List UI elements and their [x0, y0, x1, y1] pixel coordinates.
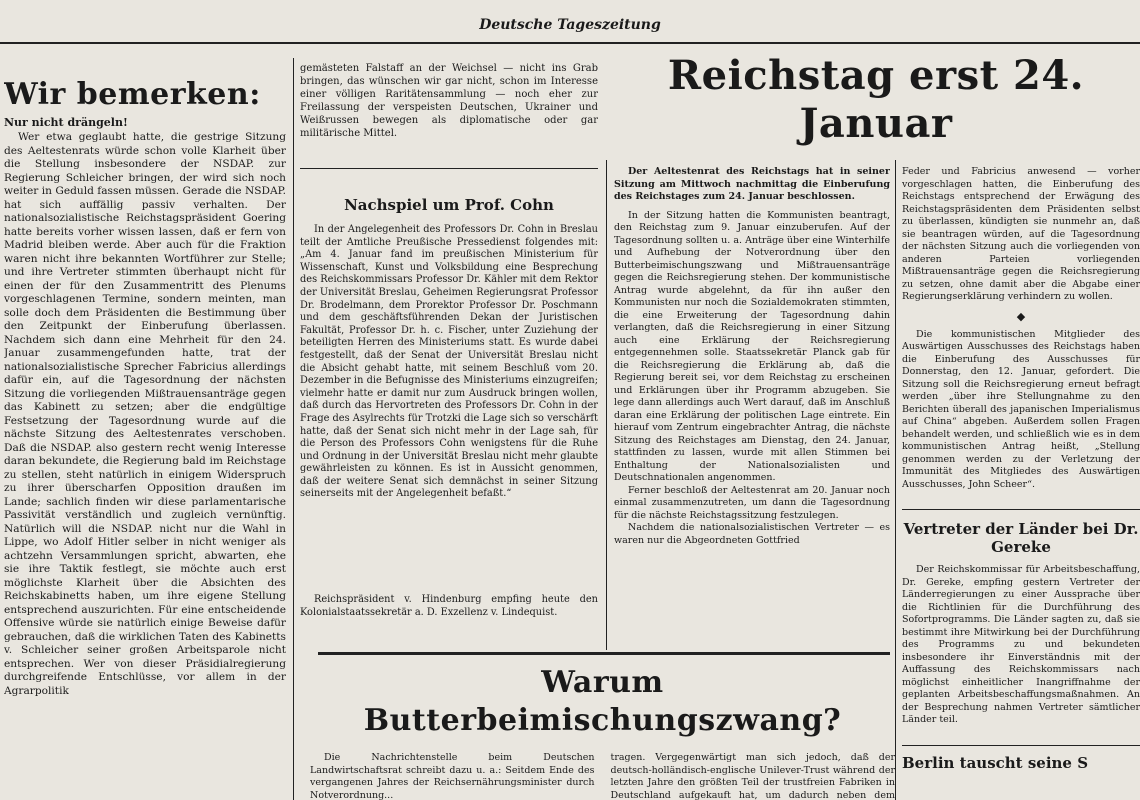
newspaper-title: Deutsche Tageszeitung — [479, 17, 661, 33]
section-rule — [318, 652, 890, 655]
article-text-butter-a: Die Nachrichtenstelle beim Deutschen Landwirtschaftsrat schreibt dazu u. a.: Seitdem Ende des vergangenen Jahres der Reichsernährungsminister durch Notverordnung... — [310, 752, 595, 800]
column-rule — [895, 160, 896, 800]
column-rule — [293, 58, 294, 800]
headline-wir-bemerken: Wir bemerken: — [4, 78, 261, 112]
headline-nachspiel-prof-cohn: Nachspiel um Prof. Cohn — [344, 196, 554, 214]
headline-vertreter-laender: Vertreter der Länder bei Dr. Gereke — [903, 520, 1139, 556]
kicker-nur-nicht-draengeln: Nur nicht drängeln! — [4, 116, 128, 129]
article-text-reichstag-3: Nachdem die nationalsozialistischen Vertreter — es waren nur die Abgeordneten Gottfried — [614, 522, 890, 546]
masthead-rule — [0, 42, 1140, 44]
column-wir-bemerken — [4, 78, 286, 800]
headline-butterbeimischungszwang: Warum Butterbeimischungszwang? — [363, 665, 842, 738]
article-text-gereke: Der Reichskommissar für Arbeitsbeschaffung, Dr. Gereke, empfing gestern Vertreter der Länderregierungen zu einer Aussprache über die Richtlinien für die Durchführung des Sofortprogramms. Die Länder sagten zu, daß sie bestimmt ihre Mitwirkung bei der Durchführung des Programms zu und bekundeten insbesondere ihr Einverständnis mit der Auffassung des Reichskommissars nach möglichst einheitlicher Inangriffnahme der geplanten Arbeitsbeschaffungsmaßnahmen. An der Besprechung nahmen Vertreter sämtlicher Länder teil. — [902, 564, 1140, 725]
article-text-continuation: Feder und Fabricius anwesend — vorher vorgeschlagen hatten, die Einberufung des Reichstags entsprechend der Erwägung des Reichstagspräsidenten dem Präsidenten selbst zu überlassen, kündigten sie nunmehr an, daß sie beantragen würden, auf die Tagesordnung der nächsten Sitzung auch die vorliegenden von anderen Parteien vorliegenden Mißtrauensanträge gegen die Reichsregierung zu setzen, ohne damit aber die Abgabe einer Regierungserklärung verhindern zu wollen. — [902, 166, 1140, 302]
article-text-wir-bemerken: Wer etwa geglaubt hatte, die gestrige Sitzung des Aeltestenrats würde schon volle Klarheit über die Stellung insbesondere der NSDAP. zur Regierung Schleicher bringen, der wird sich noch weiter in Geduld fassen müssen. Gerade die NSDAP. hat sich auffällig passiv verhalten. Der nationalsozialistische Reichstagspräsident Goering hatte bereits vorher wissen lassen, daß er fern von Madrid bleiben werde. Aber auch für die Fraktion waren nicht ihre bekannten Wortführer zur Stelle; und ihre Vertreter stimmten überhaupt nicht für einen der für den Zusammentritt des Plenums vorgeschlagenen Termine, sondern meinten, man solle doch dem Präsidenten die Bestimmung über den Zeitpunkt der Einberufung überlassen. Nachdem sich dann eine Mehrheit für den 24. Januar zusammengefunden hatte, trat der nationalsozialistische Sprecher Fabricius allerdings dafür ein, auf die Tagesordnung der nächsten Sitzung die vorliegenden Mißtrauensanträge gegen das Kabinett zu setzen; aber die endgültige Festsetzung der Tagesordnung wurde auf die nächste Sitzung des Aeltestenrates verschoben. Daß die NSDAP. also gestern recht wenig Interesse daran bekundete, die Regierung bald im Reichstage zu stellen, steht natürlich in einigem Widerspruch zu ihrer überscharfen Opposition draußen im Lande; sachlich finden wir diese parlamentarische Passivität verständlich und zugleich vernünftig. Natürlich will die NSDAP. nicht nur die Wahl in Lippe, wo Adolf Hitler selber in nicht weniger als achtzehn Versammlungen spricht, abwarten, ehe sie ihre Taktik festlegt, sie möchte auch erst möglichste Klarheit über die Absichten des Reichskabinetts haben, um ihre eigene Stellung entsprechend auszurichten. Für eine entscheidende Offensive würde sie natürlich einige Beweise dafür gebrauchen, daß die wirklichen Taten des Kabinetts v. Schleicher seiner großen Arbeitsparole nicht entsprechen. Wer von dieser Präsidialregierung durchgreifende Entschlüsse, vor allem in der Agrarpolitik — [4, 131, 286, 697]
note-hindenburg-text: Reichspräsident v. Hindenburg empfing heute den Kolonialstaatssekretär a. D. Exzellenz v. Lindequist. — [300, 594, 598, 618]
lede-aeltestenrat: Der Aeltestenrat des Reichstags hat in seiner Sitzung am Mittwoch nachmittag die Einberufung des Reichstages zum 24. Januar beschlossen. — [614, 166, 890, 202]
article-text-reichstag: In der Sitzung hatten die Kommunisten beantragt, den Reichstag zum 9. Januar einzuberufen. Auf der Tagesordnung sollten u. a. Anträge über eine Winterhilfe und Aufhebung der Notverordnung über den Butterbeimischungszwang und Mißtrauensanträge gegen die Reichsregierung stehen. Der kommunistische Antrag wurde abgelehnt, da für ihn außer den Kommunisten nur noch die Sozialdemokraten stimmten, die eine Erweiterung der Tagesordnung dahin verlangten, daß die Reichsregierung in einer Sitzung auch eine Erklärung der Reichsregierung entgegennehmen solle. Staatssekretär Planck gab für die Reichsregierung die Erklärung ab, daß die Regierung bereit sei, vor dem Reichstag zu erscheinen und Erklärungen über ihr Programm abzugeben. Sie lege dann allerdings auch Wert darauf, daß im Anschluß daran eine Erklärung der politischen Lage eintrete. Ein hierauf vom Zentrum eingebrachter Antrag, die nächste Sitzung des Reichstages am Dienstag, den 24. Januar, stattfinden zu lassen, wurde mit allen Stimmen bei Enthaltung der Nationalsozialisten und Deutschnationalen angenommen. — [614, 209, 890, 483]
separator-diamond: ◆ — [1016, 309, 1026, 323]
section-rule — [300, 168, 598, 169]
article-text-reichstag-2: Ferner beschloß der Aeltestenrat am 20. Januar noch einmal zusammenzutreten, um dann die Tagesordnung für die nächste Reichstagssitzung festzulegen. — [614, 484, 890, 521]
bottom-article — [310, 664, 895, 800]
article-continuation: gemästeten Falstaff an der Weichsel — nicht ins Grab bringen, das wünschen wir gar nicht, schon im Interesse einer völligen Raritätensammlung — noch eher zur Freilassung der verspeisten Deutschen, Ukrainer und Weißrussen bewegen als diplomatische oder gar militärische Mittel. — [300, 63, 598, 139]
article-text-butter-b: tragen. Vergegenwärtigt man sich jedoch, daß der deutsch-holländisch-englische Unilever-Trust während der letzten Jahre den größten Teil der trustfreien Fabriken in Deutschland aufgekauft hat, um dadurch neben dem — [610, 752, 895, 800]
note-hindenburg — [300, 594, 598, 644]
lead-article-header — [612, 52, 1140, 152]
headline-reichstag: Reichstag erst 24. Januar — [667, 52, 1085, 147]
article-text-prof-cohn: In der Angelegenheit des Professors Dr. Cohn in Breslau teilt der Amtliche Preußische Pressedienst folgendes mit: „Am 4. Januar fand im preußischen Ministerium für Wissenschaft, Kunst und Volksbildung eine Besprechung des Reichskommissars Professor Dr. Kähler mit dem Rektor der Universität Breslau, Geheimen Regierungsrat Professor Dr. Brodelmann, dem Prorektor Professor Dr. Poschmann und dem geschäftsführenden Dekan der Juristischen Fakultät, Professor Dr. h. c. Fischer, unter Zuziehung der beteiligten Herren des Ministeriums statt. Es wurde dabei festgestellt, daß der Senat der Universität Breslau nicht die Absicht gehabt hatte, mit seinem Beschluß vom 20. Dezember in die Befugnisse des Ministeriums einzugreifen; vielmehr hatte er damit nur zum Ausdruck bringen wollen, daß durch das Hervortreten des Professors Dr. Cohn in der Frage des Asylrechts für Trotzki die Lage sich so verschärft hatte, daß der Senat sich nicht mehr in der Lage sah, für die Person des Professors Cohn wenigstens für die Ruhe und Ordnung in der Universität Breslau nicht mehr glaubte gewährleisten zu können. Es ist in Aussicht genommen, daß der weitere Senat sich demnächst in seiner Sitzung seinerseits mit der Angelegenheit befaßt.“ — [300, 224, 598, 500]
article-text-kommunisten: Die kommunistischen Mitglieder des Auswärtigen Ausschusses des Reichstags haben die Einberufung des Ausschusses für Donnerstag, den 12. Januar, gefordert. Die Sitzung soll die Reichsregierung erneut befragt werden „über ihre Stellungnahme zu den Berichten überall des japanischen Imperialismus auf China“ abgeben. Außerdem sollen Fragen behandelt werden, und schließlich wie es in dem kommunistischen Antrag heißt, „Stellung genommen werden zu der Verletzung der Immunität des Mitgliedes des Auswärtigen Ausschusses, John Scheer“. — [902, 328, 1140, 490]
column-prof-cohn — [300, 196, 598, 586]
column-rule — [606, 160, 607, 650]
column-right — [902, 166, 1140, 800]
headline-berlin-tauscht: Berlin tauscht seine S — [902, 753, 1089, 772]
masthead — [0, 0, 1140, 42]
column-reichstag — [614, 166, 890, 648]
